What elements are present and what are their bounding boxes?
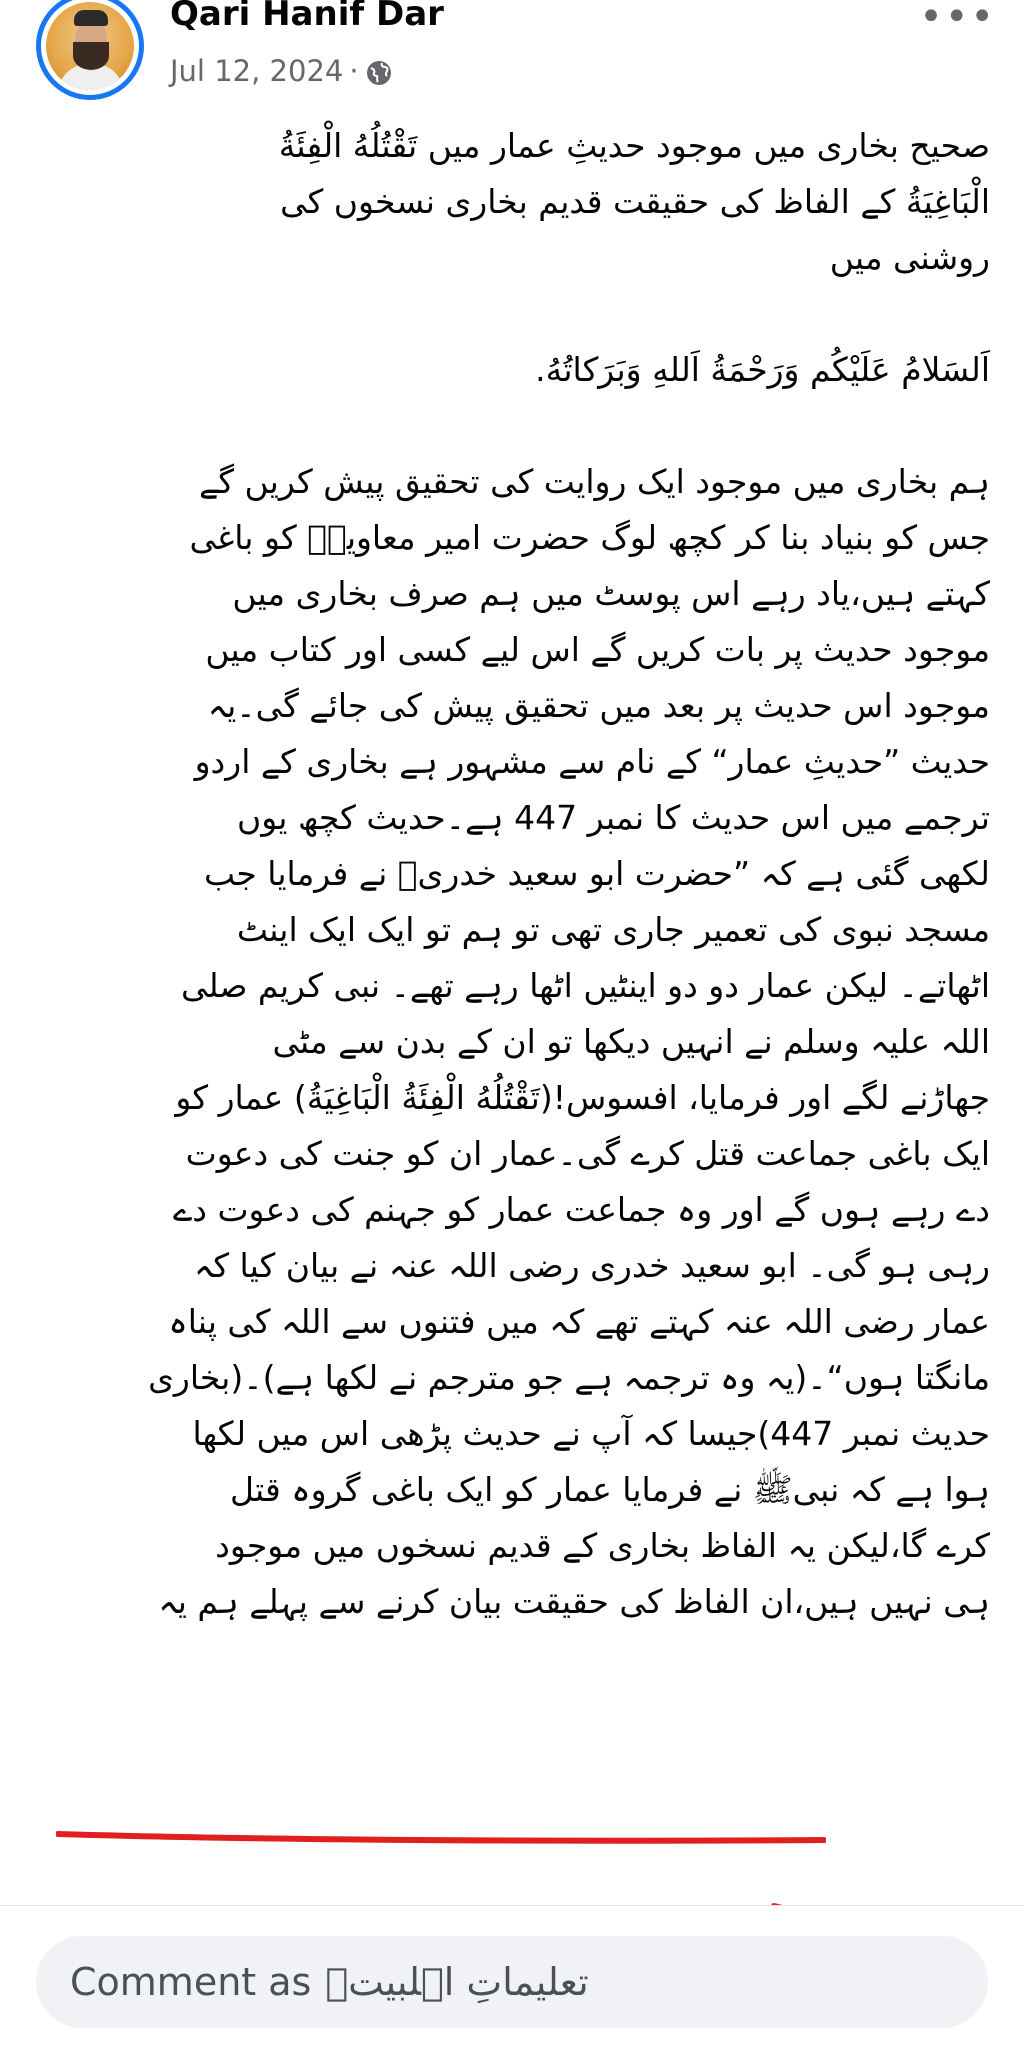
comment-prefix: Comment as xyxy=(70,1960,312,2004)
more-dots-icon[interactable]: ••• xyxy=(919,0,996,40)
author-avatar[interactable] xyxy=(36,0,144,100)
post-header xyxy=(0,0,1024,110)
post-meta xyxy=(170,54,393,94)
comment-input[interactable] xyxy=(36,1936,988,2028)
comment-bar xyxy=(0,1905,1024,2049)
globe-icon xyxy=(365,59,393,94)
post-title: صحیح بخاری میں موجود حدیثِ عمار میں تَقْتُلُهُ الْفِئَةُ الْبَاغِيَةُ کے الفاظ کی حقیقت قدیم بخاری نسخوں کی روشنی میں xyxy=(278,126,990,277)
comment-as-name: تعلیماتِ اہلبیتؑ xyxy=(325,1960,589,2004)
red-underline xyxy=(56,1830,826,1844)
author-name[interactable]: Qari Hanif Dar xyxy=(170,0,444,34)
avatar-photo xyxy=(46,2,134,90)
post-date[interactable]: Jul 12, 2024 xyxy=(170,54,344,88)
meta-separator: · xyxy=(349,54,359,88)
post-body xyxy=(40,118,990,1630)
post-text: ہم بخاری میں موجود ایک روایت کی تحقیق پیش کریں گے جس کو بنیاد بنا کر کچھ لوگ حضرت امیر معاویہؓ کو باغی کہتے ہیں،یاد رہے اس پوسٹ میں ہم صرف بخاری میں موجود حدیث پر بات کریں گے اس لیے کسی اور کتاب میں موجود اس حدیث پر بعد میں تحقیق پیش کی جائے گی۔یہ حدیث ”حدیثِ عمار“ کے نام سے مشہور ہے بخاری کے اردو ترجمے میں اس حدیث کا نمبر 447 ہے۔حدیث کچھ یوں لکھی گئی ہے کہ ”حضرت ابو سعید خدریؓ نے فرمایا جب مسجد نبوی کی تعمیر جاری تھی تو ہم تو ایک ایک اینٹ اٹھاتے۔ لیکن عمار دو دو اینٹیں اٹھا رہے تھے۔ نبی کریم صلی اللہ علیہ وسلم نے انہیں دیکھا تو ان کے بدن سے مٹی جھاڑنے لگے اور فرمایا، افسوس!(تَقْتُلُهُ الْفِئَةُ الْبَاغِيَةُ) عمار کو ایک باغی جماعت قتل کرے گی۔عمار ان کو جنت کی دعوت دے رہے ہوں گے اور وہ جماعت عمار کو جہنم کی دعوت دے رہی ہو گی۔ ابو سعید خدری رضی اللہ عنہ نے بیان کیا کہ عمار رضی اللہ عنہ کہتے تھے کہ میں فتنوں سے اللہ کی پناہ مانگتا ہوں“۔(یہ وہ ترجمہ ہے جو مترجم نے لکھا ہے)۔(بخاری حدیث نمبر 447)جیسا کہ آپ نے حدیث پڑھی اس میں لکھا ہوا ہے کہ نبیﷺ نے فرمایا عمار کو ایک باغی گروہ قتل کرے گا،لیکن یہ الفاظ بخاری کے قدیم نسخوں میں موجود ہی نہیں ہیں،ان الفاظ کی حقیقت بیان کرنے سے پہلے ہم یہ xyxy=(148,462,990,1621)
post-greeting: اَلسَلامُ عَلَيْكُم وَرَحْمَةُ اَللهِ وَبَرَكاتُهُ‎. xyxy=(535,350,990,389)
